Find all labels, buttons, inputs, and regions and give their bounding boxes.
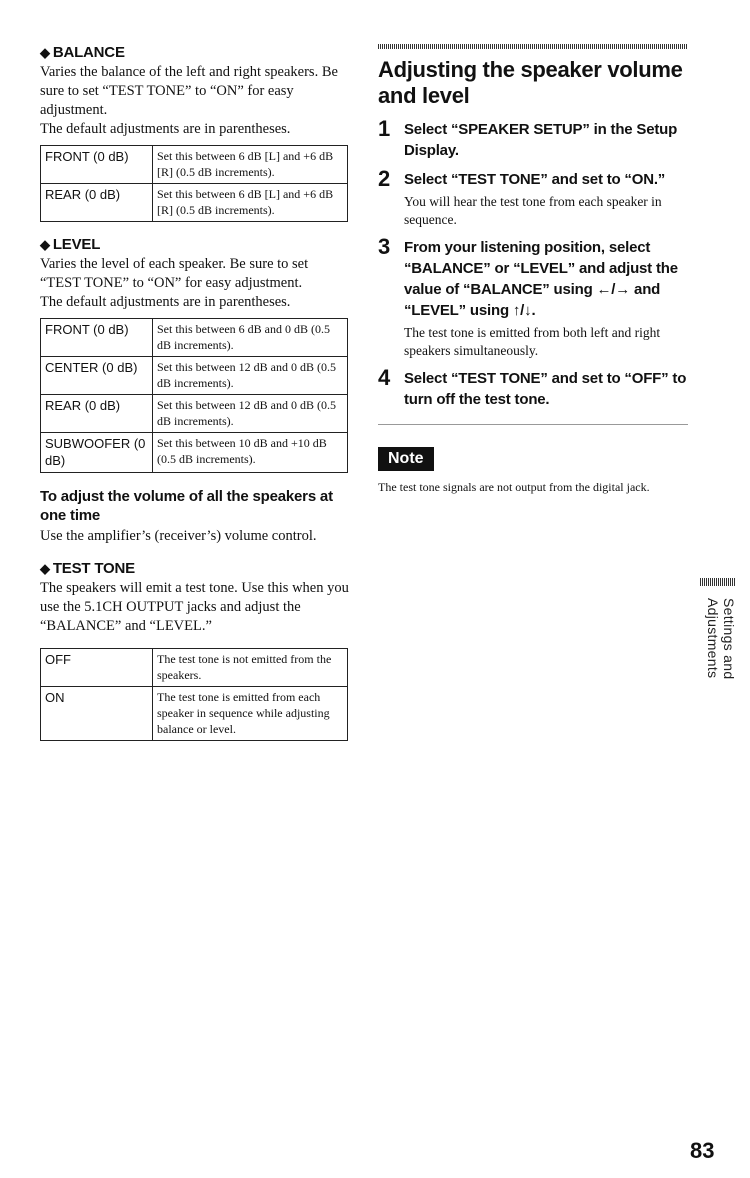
step-1 [378, 116, 690, 161]
side-tab-label: Settings and Adjustments [705, 598, 737, 680]
table-row [41, 395, 348, 433]
page-number: 83 [690, 1138, 715, 1163]
step-text: From your listening position, select “BALANCE” or “LEVEL” and adjust the value of “BALANCE” using ←/→ and “LEVEL” using ↑/↓. [404, 239, 678, 319]
test-tone-table [40, 648, 348, 741]
page-title: Adjusting the speaker volume and level [378, 57, 683, 108]
step-number: 4 [378, 365, 391, 390]
table-key: REAR (0 dB) [41, 395, 153, 433]
table-value: Set this between 6 dB [L] and +6 dB [R] (0.5 dB increments). [153, 146, 348, 184]
adjust-all-heading: To adjust the volume of all the speakers at one time [40, 488, 333, 524]
table-value: Set this between 12 dB and 0 dB (0.5 dB increments). [153, 357, 348, 395]
table-row [41, 649, 348, 687]
step-text: Select “TEST TONE” and set to “ON.” [404, 171, 666, 188]
level-description: Varies the level of each speaker. Be sure to set “TEST TONE” to “ON” for easy adjustment. [40, 256, 309, 291]
step-subtext: The test tone is emitted from both left and right speakers simultaneously. [404, 325, 661, 358]
level-table [40, 318, 348, 473]
table-row [41, 687, 348, 741]
step-number: 1 [378, 116, 391, 141]
level-default-note: The default adjustments are in parentheses. [40, 294, 291, 310]
table-key: OFF [41, 649, 153, 687]
step-2 [378, 166, 690, 229]
table-row [41, 357, 348, 395]
note-badge: Note [378, 447, 434, 471]
step-number: 2 [378, 166, 391, 191]
table-value: The test tone is not emitted from the speakers. [153, 649, 348, 687]
table-key: ON [41, 687, 153, 741]
left-column [40, 44, 352, 751]
table-row [41, 146, 348, 184]
table-key: FRONT (0 dB) [41, 146, 153, 184]
table-key: SUBWOOFER (0 dB) [41, 433, 153, 473]
test-tone-heading: ◆ TEST TONE [40, 560, 135, 577]
step-text: Select “TEST TONE” and set to “OFF” to turn off the test tone. [404, 370, 687, 408]
table-value: Set this between 6 dB [L] and +6 dB [R] (0.5 dB increments). [153, 184, 348, 222]
diamond-bullet-icon: ◆ [40, 237, 50, 252]
level-heading: ◆ LEVEL [40, 236, 101, 253]
diamond-bullet-icon: ◆ [40, 45, 50, 60]
right-column [378, 44, 690, 495]
table-key: CENTER (0 dB) [41, 357, 153, 395]
table-value: The test tone is emitted from each speaker in sequence while adjusting balance or level. [153, 687, 348, 741]
balance-description: Varies the balance of the left and right speakers. Be sure to set “TEST TONE” to “ON” for easy adjustment. [40, 64, 338, 118]
section-side-tab [700, 578, 736, 758]
note-text: The test tone signals are not output from the digital jack. [378, 480, 650, 494]
diamond-bullet-icon: ◆ [40, 561, 50, 576]
table-row [41, 184, 348, 222]
table-row [41, 433, 348, 473]
balance-heading: ◆ BALANCE [40, 44, 125, 61]
table-value: Set this between 6 dB and 0 dB (0.5 dB increments). [153, 319, 348, 357]
table-key: FRONT (0 dB) [41, 319, 153, 357]
step-number: 3 [378, 234, 391, 259]
step-subtext: You will hear the test tone from each speaker in sequence. [404, 194, 662, 227]
balance-default-note: The default adjustments are in parentheses. [40, 121, 291, 137]
balance-table [40, 145, 348, 222]
divider [378, 424, 688, 425]
table-row [41, 319, 348, 357]
step-text: Select “SPEAKER SETUP” in the Setup Display. [404, 121, 678, 159]
top-rule [378, 44, 688, 49]
adjust-all-description: Use the amplifier’s (receiver’s) volume control. [40, 528, 317, 544]
step-4 [378, 365, 690, 410]
test-tone-description: The speakers will emit a test tone. Use this when you use the 5.1CH OUTPUT jacks and adjust the “BALANCE” and “LEVEL.” [40, 580, 349, 634]
side-tab-bar [700, 578, 736, 586]
table-value: Set this between 12 dB and 0 dB (0.5 dB increments). [153, 395, 348, 433]
table-key: REAR (0 dB) [41, 184, 153, 222]
step-3 [378, 234, 690, 360]
table-value: Set this between 10 dB and +10 dB (0.5 dB increments). [153, 433, 348, 473]
